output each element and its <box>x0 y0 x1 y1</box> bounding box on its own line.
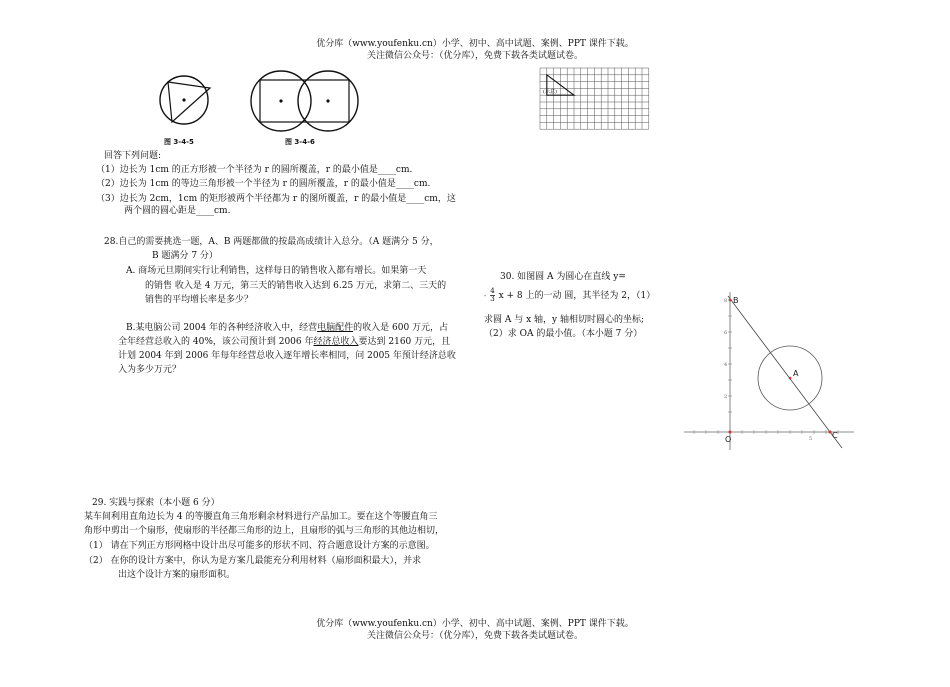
q29-title: 29. 实践与探索（本小题 6 分） <box>92 498 220 508</box>
q27-item-3-cont: 两个圆的圆心距是____cm. <box>124 206 231 216</box>
q30-fraction <box>490 288 494 303</box>
q30-neg-sign: - <box>484 292 487 300</box>
square-grid <box>538 66 650 128</box>
footer-line-2: 关注微信公众号：（优分库），免费下载各类试题试卷。 <box>366 631 583 641</box>
header-line-2: 关注微信公众号：（优分库），免费下载各类试题试卷。 <box>366 51 583 61</box>
q27-item-2: （2）边长为 1cm 的等边三角形被一个半径为 r 的圆所覆盖，r 的最小值是____cm. <box>96 179 431 189</box>
q28-title: 28.自己的需要挑选一题，A、B 两题都做的按最高成绩计入总分。（A 题满分 5 分， <box>104 237 439 247</box>
q28-b-line-4: 入为多少万元？ <box>118 365 182 375</box>
q29-line-3: （1） 请在下列正方形网格中设计出尽可能多的形状不同、符合题意设计方案的示意图。 <box>84 541 435 551</box>
q28-b-line-3: 计划 2004 年到 2006 年每年经营总收入逐年增长率相同，问 2005 年预计经济总收 <box>118 351 456 361</box>
y-tick-2: 2 <box>724 394 728 400</box>
q30-line-2-text: x + 8 上的一动 圆，其半径为 2，（1） <box>498 291 656 301</box>
q28-b-line-2-post: 要达到 2160 万元，且 <box>358 337 451 347</box>
grid-sample-label: (示意) <box>543 89 557 95</box>
fig-3-4-5-caption: 图 3-4-5 <box>164 138 194 146</box>
label-o: O <box>725 435 732 444</box>
q28-b-line-1 <box>126 322 448 335</box>
q28-title-2: B 题满分 7 分） <box>152 251 218 261</box>
q27-intro: 回答下列问题: <box>104 151 162 161</box>
q27-item-1: （1）边长为 1cm 的正方形被一个半径为 r 的圆所覆盖，r 的最小值是____cm. <box>96 165 413 175</box>
footer-line-1: 优分库（www.youfenku.cn）小学、初中、高中试题、案例、PPT 课件下载。 <box>316 619 634 629</box>
q28-b-line-2 <box>118 336 450 349</box>
q28-b-line-1-post: 的收入是 600 万元，占 <box>353 323 449 333</box>
q27-item-3: （3）边长为 2cm，1cm 的矩形被两个半径都为 r 的图所覆盖，r 的最小值是____cm，这 <box>96 194 456 204</box>
coordinate-figure <box>684 290 854 455</box>
q29-line-2: 角形中剪出一个扇形，使扇形的半径都三角形的边上，且扇形的弧与三角形的其他边相切， <box>84 526 445 536</box>
q29-line-5: 出这个设计方案的扇形面积。 <box>118 570 236 580</box>
q28-a-line-3: 销售的平均增长率是多少？ <box>145 295 254 305</box>
q28-b-underline-1: 电脑配件 <box>317 323 354 333</box>
q30-frac-num: 4 <box>490 287 495 295</box>
line-y-equals <box>728 296 842 448</box>
q30-frac-den: 3 <box>490 295 495 303</box>
y-tick-8: 8 <box>724 298 728 304</box>
label-a: A <box>793 369 799 378</box>
label-b: B <box>733 296 739 305</box>
q30-line-4: （2）求 OA 的最小值。（本小题 7 分） <box>484 329 643 339</box>
q30-line-1: 30. 如图圆 A 为圆心在直线 y= <box>500 272 626 282</box>
header-line-1: 优分库（www.youfenku.cn）小学、初中、高中试题、案例、PPT 课件下载。 <box>316 39 634 49</box>
figure-3-4-5 <box>150 74 220 134</box>
q28-b-line-2-pre: 全年经营总收入的 40%，该公司预计到 2006 年 <box>118 337 314 347</box>
q29-line-1: 某车间利用直角边长为 4 的等腰直角三角形剩余材料进行产品加工。要在这个等腰直角三 <box>84 512 438 522</box>
q30-line-2 <box>484 288 655 303</box>
q29-line-4: （2） 在你的设计方案中，你认为是方案几最能充分利用材料（扇形面积最大），并求 <box>84 556 422 566</box>
y-tick-6: 6 <box>724 330 728 336</box>
label-c: C <box>832 431 838 440</box>
q28-a-line-1: A. 商场元旦期间实行让利销售，这样每日的销售收入都有增长。如果第一天 <box>126 266 427 276</box>
x-tick-5: 5 <box>809 436 813 442</box>
figure-3-4-6 <box>248 70 363 134</box>
q28-b-line-1-pre: B.某电脑公司 2004 年的各种经济收入中，经营 <box>126 323 318 333</box>
y-tick-4: 4 <box>724 362 728 368</box>
fig-3-4-6-caption: 图 3-4-6 <box>285 138 315 146</box>
q30-line-3: 求圆 A 与 x 轴，y 轴相切时圆心的坐标; <box>484 315 644 325</box>
q28-b-underline-2: 经济总收入 <box>313 337 359 347</box>
q28-a-line-2: 的销售 收入是 4 万元，第三天的销售收入达到 6.25 万元，求第二、三天的 <box>145 281 447 291</box>
